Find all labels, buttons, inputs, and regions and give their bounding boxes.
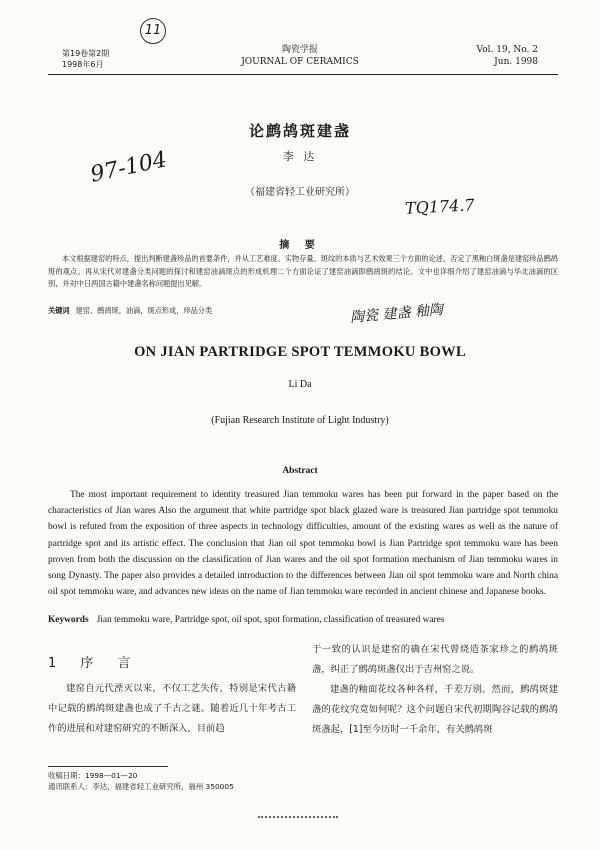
keywords-label-en: Keywords [48,615,89,625]
abstract-heading-en: Abstract [282,466,318,476]
body-paragraph: 建窑自元代湮灭以来，不仅工艺失传，特别是宋代古籍中记载的鹧鸪斑建盏也成了千古之谜。随着近几十年考古工作的进展和对建窑研究的不断深入，目前趋 [48,683,296,734]
author-cn: 李 达 [282,150,318,163]
body-column-right [312,640,558,740]
handwritten-page-range: 97-104 [88,147,170,188]
keywords-en [48,613,558,627]
paper-title-cn: 论鹧鸪斑建盏 [248,122,351,140]
footnote [48,770,348,792]
header-issue [477,44,538,68]
keywords-text-en: Jian temmoku ware, Partridge spot, oil spot, spot formation, classification of treasured wares [96,615,445,625]
page-number-mark [258,816,338,823]
header-date-en: Jun. 1998 [494,57,538,67]
abstract-cn: 本文根据建窑的特点，提出判断建盏珍品的首要条件，并从工艺难度、实物存量、斑纹的本质与艺术效果三个方面的论述，否定了黑釉白斑盏是建窑珍品鹧鸪斑的观点。再从宋代对建盏分类问题的探讨和建窑油滴斑点的形成机理二个方面论证了建窑油滴即鹧鸪斑的结论。文中也详细介绍了建窑油滴与华北油滴的区别，并对中日两国古籍中建盏名称问题提出见解。 [48,254,558,288]
body-column-left [48,640,296,739]
keywords-cn [48,305,558,317]
handwritten-keyword-note: 陶瓷 建盏 釉陶 [349,301,444,327]
abstract-heading-cn: 摘 要 [279,240,321,251]
paper-title-en: ON JIAN PARTRIDGE SPOT TEMMOKU BOWL [134,344,466,360]
section-heading-introduction: 1 序 言 [48,656,141,671]
header-rule [48,74,558,75]
body-paragraph: 建盏的釉面花纹各种各样，千差万别。然而，鹧鸪斑建盏的花纹究竟如何呢？这个问题自宋代初期陶谷记载的鹧鸪斑盏起，[1]至今历时一千余年，有关鹧鸪斑 [312,684,558,735]
author-en: Li Da [288,379,312,390]
handwritten-circled-number: 11 [140,18,166,44]
keywords-text-cn: 建窑，鹧鸪斑，油滴，斑点形成，珍品分类 [75,306,213,315]
footnote-rule [48,766,168,767]
keywords-label-cn: 关键词 [48,306,70,315]
header-date-cn: 1998年6月 [62,60,104,69]
abstract-en: The most important requirement to identity treasured Jian temmoku wares has been put forward in the paper based on the characteristics of Jian wares Also the argument that white partridge spot black glazed ware is treasured Jian partridge spot temmoku bowl is refuted from the exposition of three aspects in technology difficulties, amount of the existing wares as well as the nature of partridge spot and its artistic effect. The conclusion that Jian oil spot temmoku bowl is Jian Partridge spot temmoku ware has been proven from both the discussion on the classification of Jian wares and the oil spot formation mechanism of Jian temmoku wares in song Dynasty. The paper also provides a detailed introduction to the differences between Jian oil spot temmoku ware and North china oil spot temmoku ware, and advances new ideas on the name of Jian temmoku ware recorded in ancient chinese and Japanese books. [48,490,558,598]
header-volume-cn: 第19卷第2期 [62,49,110,58]
body-paragraph: 于一致的认识是建窑的确在宋代曾烧造茶家珍之的鹧鸪斑盏，纠正了鹧鸪斑盏仅出于吉州窑之说。 [312,644,558,675]
header-volume-en: Vol. 19, No. 2 [476,45,538,55]
footnote-contact: 通讯联系人：李达，福建省轻工业研究所，福州 350005 [48,782,234,791]
footnote-received-date: 收稿日期：1998—01—20 [48,771,138,780]
handwritten-classification: TQ174.7 [404,195,476,218]
journal-name-en: JOURNAL OF CERAMICS [241,57,359,67]
journal-name-cn: 陶瓷学报 [281,45,318,55]
affiliation-cn: （福建省轻工业研究所） [245,187,355,198]
affiliation-en: (Fujian Research Institute of Light Industry) [211,415,389,426]
